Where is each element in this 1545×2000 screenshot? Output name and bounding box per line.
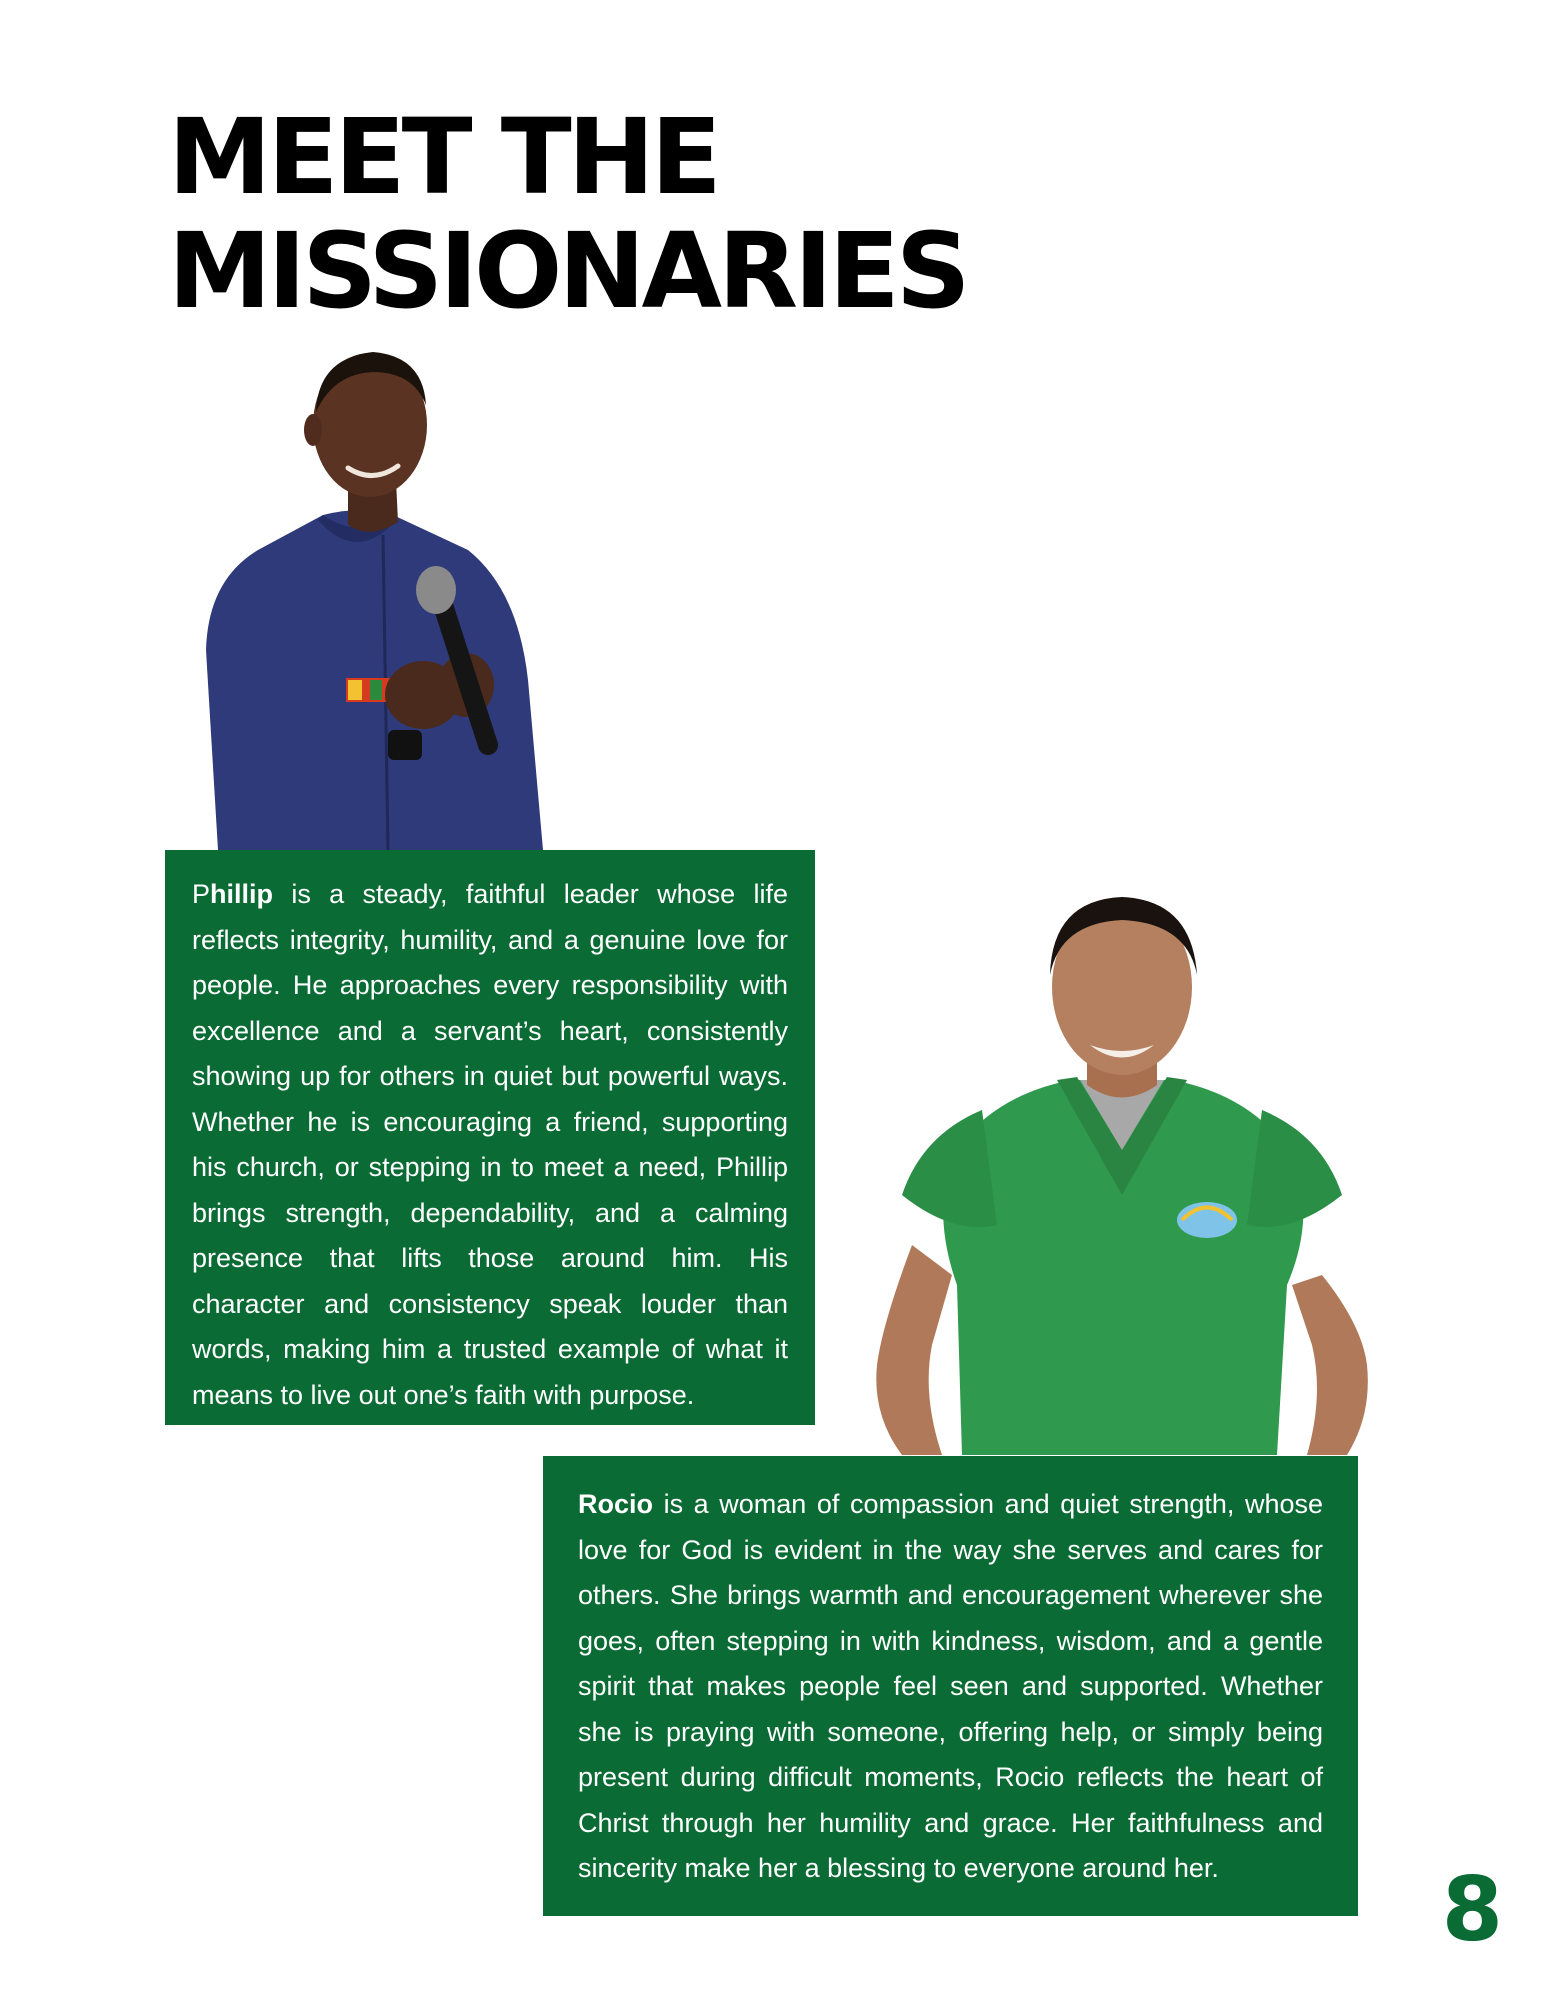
page-title: [168, 96, 967, 332]
title-line-1: MEET THE: [168, 96, 718, 218]
phillip-bio-card: [165, 850, 815, 1425]
phillip-name-initial: P: [192, 879, 211, 909]
title-line-2: MISSIONARIES: [168, 210, 967, 332]
rocio-photo: [842, 895, 1402, 1455]
rocio-bio-text: is a woman of compassion and quiet strength, whose love for God is evident in the way she serves and cares for others. She brings warmth and encouragement wherever she goes, often stepping in with kindness, wisdom, and a gentle spirit that makes people feel seen and supported. Whether she is praying with someone, offering help, or simply being present during difficult moments, Rocio reflects the heart of Christ through her humility and grace. Her faithfulness and sincerity make her a blessing to everyone around her.: [578, 1489, 1323, 1883]
portrait-man-with-microphone-icon: [198, 350, 588, 850]
portrait-woman-green-shirt-icon: [842, 895, 1402, 1455]
phillip-photo: [198, 350, 588, 850]
rocio-name: Rocio: [578, 1489, 654, 1519]
phillip-name: hillip: [210, 879, 274, 909]
phillip-bio-text: is a steady, faithful leader whose life reflects integrity, humility, and a genuine love for people. He approaches every responsibility with excellence and a servant’s heart, consistently showing up for others in quiet but powerful ways. Whether he is encouraging a friend, supporting his church, or stepping in to meet a need, Phillip brings strength, dependability, and a calming presence that lifts those around him. His character and consistency speak louder than words, making him a trusted example of what it means to live out one’s faith with purpose.: [192, 879, 788, 1410]
rocio-bio-card: [543, 1456, 1358, 1916]
page-number: 8: [1441, 1858, 1503, 1961]
